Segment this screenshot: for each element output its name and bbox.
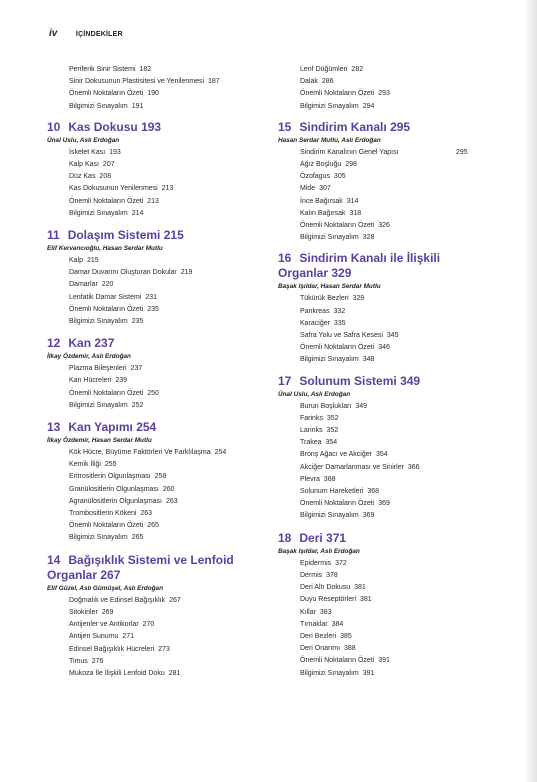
toc-entry[interactable]	[278, 570, 493, 582]
chapter-page: 295	[390, 119, 411, 134]
toc-entry-page: 220	[101, 281, 114, 289]
toc-entry-page: 295	[456, 148, 468, 156]
toc-entry-title: Bilgimizi Sınayalım	[69, 102, 128, 110]
toc-entry-title: Damarlar	[69, 281, 98, 289]
toc-entry-page: 208	[99, 173, 112, 181]
toc-entry[interactable]	[47, 316, 272, 328]
toc-entry-page: 239	[115, 377, 128, 385]
toc-entry-page: 271	[122, 633, 135, 641]
toc-entry[interactable]	[47, 279, 272, 291]
toc-entry[interactable]	[47, 400, 272, 412]
toc-entry-page: 270	[142, 621, 155, 629]
toc-entry-title: Bilgimizi Sınayalım	[69, 401, 128, 409]
chapter-title[interactable]	[47, 120, 272, 135]
toc-entry-title: Dalak	[300, 78, 318, 86]
toc-entry-page: 235	[131, 318, 144, 326]
chapter-name: Bağışıklık Sistemi ve Lenfoid	[68, 552, 234, 567]
toc-entry-page: 213	[161, 185, 174, 193]
page-edge-shadow	[524, 0, 537, 782]
toc-entry[interactable]	[278, 437, 493, 449]
toc-entry-page: 219	[180, 269, 193, 277]
page-title: İÇİNDEKİLER	[75, 31, 123, 38]
toc-entry[interactable]	[278, 196, 493, 208]
toc-entry[interactable]	[47, 101, 272, 113]
toc-entry-title: Düz Kas	[69, 173, 96, 181]
chapter-authors: Başak Işıldar, Aslı Erdoğan	[278, 547, 360, 555]
toc-entry[interactable]	[47, 159, 272, 171]
toc-entry-title: Önemli Noktaların Özeti	[300, 500, 375, 508]
chapter-page: 329	[331, 266, 352, 281]
toc-entry-title: Kemik İliği	[69, 461, 101, 469]
toc-entry[interactable]	[278, 88, 493, 100]
toc-entry-title: Antijen Sunumu	[69, 633, 119, 641]
chapter-authors: İlkay Özdemir, Aslı Erdoğan	[47, 353, 131, 361]
chapter-number: 12	[47, 336, 61, 351]
toc-entry[interactable]	[47, 375, 272, 387]
toc-entry[interactable]	[278, 76, 493, 88]
toc-entry-page: 305	[333, 173, 346, 181]
toc-entry-page: 269	[101, 608, 114, 616]
toc-entry-title: Önemli Noktaların Özeti	[69, 305, 144, 313]
toc-entry-title: Farinks	[300, 414, 323, 422]
toc-entry-title: İskelet Kası	[69, 148, 106, 156]
toc-entry[interactable]	[47, 668, 272, 680]
toc-entry-page: 273	[158, 645, 170, 653]
toc-entry[interactable]	[278, 306, 493, 318]
toc-entry-page: 349	[355, 402, 367, 410]
toc-entry-page: 282	[351, 66, 364, 73]
toc-entry-title: Safra Yolu ve Safra Kesesi	[300, 332, 383, 340]
toc-entry-page: 335	[333, 319, 346, 327]
toc-entry-title: Deri Bezleri	[300, 632, 337, 640]
toc-entry[interactable]	[47, 171, 272, 183]
toc-entry-title: Bilgimizi Sınayalım	[69, 209, 128, 217]
toc-entry-title: Antijenler ve Antikorlar	[69, 621, 139, 629]
chapter-number: 11	[47, 228, 60, 243]
toc-entry-title: Agranülositlerin Olgunlaşması	[69, 497, 162, 505]
toc-entry-title: Kıllar	[300, 608, 316, 616]
toc-entry[interactable]	[278, 208, 493, 220]
chapter-number: 10	[47, 119, 61, 134]
chapter-name: Sindirim Kanalı ile İlişkili	[299, 251, 441, 266]
toc-entry[interactable]	[278, 64, 493, 76]
toc-entry-title: Önemli Noktaların Özeti	[300, 657, 375, 665]
chapter-title[interactable]	[278, 120, 493, 135]
chapter-authors: İlkay Özdemir, Hasan Serdar Mutlu	[47, 437, 152, 445]
toc-entry[interactable]	[47, 644, 272, 656]
toc-entry-page: 213	[147, 197, 159, 205]
toc-entry[interactable]	[278, 147, 493, 159]
toc-entry-title: Bilgimizi Sınayalım	[69, 534, 128, 542]
toc-entry[interactable]	[47, 208, 272, 220]
toc-entry[interactable]	[278, 462, 493, 474]
toc-entry-page: 348	[362, 356, 375, 364]
toc-entry[interactable]	[278, 425, 493, 437]
toc-entry[interactable]	[278, 318, 493, 330]
toc-entry[interactable]	[47, 607, 272, 619]
chapter-authors: Ünal Uslu, Aslı Erdoğan	[278, 390, 351, 398]
toc-entry-page: 276	[91, 657, 104, 665]
toc-entry[interactable]	[47, 471, 272, 483]
toc-entry-title: Bilgimizi Sınayalım	[300, 234, 359, 242]
toc-entry[interactable]	[278, 232, 493, 244]
toc-entry-title: Granülositlerin Olgunlaşması	[69, 485, 159, 493]
toc-entry[interactable]	[278, 183, 493, 195]
chapter-page: 371	[326, 530, 347, 545]
toc-entry[interactable]	[278, 643, 493, 655]
toc-entry-title: Kalın Bağırsak	[300, 209, 346, 217]
chapter-title[interactable]	[47, 228, 272, 243]
toc-entry-page: 214	[131, 209, 144, 217]
toc-entry[interactable]	[47, 459, 272, 471]
toc-entry-title: Sitokinler	[69, 608, 98, 616]
toc-entry-title: Trombositlerin Kökeni	[69, 510, 137, 518]
toc-entry-page: 255	[104, 461, 117, 469]
toc-entry[interactable]	[278, 159, 493, 171]
chapter-number: 17	[278, 373, 292, 388]
toc-entry-page: 383	[319, 608, 332, 616]
toc-entry-title: Sindirim Kanalının Genel Yapısı	[300, 148, 399, 156]
toc-entry-title: Bilgimizi Sınayalım	[69, 318, 128, 326]
toc-entry-page: 182	[139, 66, 152, 73]
toc-entry-page: 286	[321, 78, 334, 86]
toc-entry-title: Deri Altı Dokusu	[300, 584, 351, 592]
toc-entry-title: Lenf Düğümleri	[300, 66, 348, 73]
toc-entry[interactable]	[47, 656, 272, 668]
toc-entry-title: Bilgimizi Sınayalım	[300, 356, 359, 364]
toc-entry-title: Trakea	[300, 439, 322, 447]
toc-entry-title: Bilgimizi Sınayalım	[300, 102, 359, 110]
toc-entry[interactable]	[278, 655, 493, 667]
toc-entry[interactable]	[47, 631, 272, 643]
toc-entry-title: Tükürük Bezleri	[300, 295, 349, 303]
toc-entry-page: 237	[130, 365, 143, 373]
chapter-page: 215	[163, 228, 184, 243]
toc-entry-page: 384	[331, 620, 344, 628]
toc-entry[interactable]	[47, 595, 272, 607]
toc-entry-title: Bilgimizi Sınayalım	[300, 512, 359, 520]
toc-entry[interactable]	[278, 486, 493, 498]
toc-entry[interactable]	[47, 532, 272, 544]
toc-entry-page: 385	[340, 632, 352, 640]
chapter-title[interactable]	[47, 553, 272, 583]
chapter-title[interactable]	[47, 420, 272, 435]
toc-entry[interactable]	[47, 255, 272, 267]
toc-entry-page: 298	[345, 161, 357, 169]
toc-entry-title: Lenfatik Damar Sistemi	[69, 293, 142, 301]
toc-entry-page: 381	[354, 584, 366, 592]
toc-entry-title: Damar Duvarını Oluşturan Dokular	[69, 269, 177, 277]
toc-entry[interactable]	[47, 447, 272, 459]
toc-entry[interactable]	[47, 147, 272, 159]
toc-entry-page: 328	[362, 234, 375, 242]
toc-entry[interactable]	[47, 183, 272, 195]
toc-entry-title: Akciğer Damarlanması ve Sinirler	[300, 463, 404, 471]
chapter-authors: Hasan Serdar Mutlu, Aslı Erdoğan	[278, 136, 381, 144]
toc-entry[interactable]	[278, 668, 493, 680]
toc-entry[interactable]	[278, 171, 493, 183]
toc-entry[interactable]	[278, 449, 493, 461]
toc-entry-page: 193	[109, 148, 121, 156]
toc-entry[interactable]	[47, 363, 272, 375]
toc-entry-title: Bilgimizi Sınayalım	[300, 669, 359, 677]
toc-entry[interactable]	[47, 388, 272, 400]
chapter-authors: Başak Işıldar, Hasan Serdar Mutlu	[278, 283, 381, 291]
toc-entry[interactable]	[278, 293, 493, 305]
toc-entry-title: Edinsel Bağışıklık Hücreleri	[69, 645, 155, 653]
toc-entry-title: Mide	[300, 185, 316, 193]
chapter-title[interactable]	[278, 531, 493, 546]
toc-entry[interactable]	[47, 76, 272, 88]
toc-entry-title: Epidermis	[300, 559, 332, 567]
chapter-authors: Elif Kervancıoğlu, Hasan Serdar Mutlu	[47, 245, 163, 253]
toc-entry-title: Karaciğer	[300, 319, 330, 327]
toc-entry-page: 378	[326, 571, 338, 579]
toc-entry-page: 235	[147, 305, 159, 313]
toc-entry-title: Kan Hücreleri	[69, 377, 112, 385]
toc-entry-title: İnce Bağırsak	[300, 197, 343, 205]
chapter-block	[47, 228, 272, 328]
toc-entry-title: Ağız Boşluğu	[300, 161, 342, 169]
toc-entry-page: 190	[147, 90, 159, 98]
toc-entry-page: 250	[147, 389, 159, 397]
toc-entry-title: Sinir Dokusunun Plastisitesi ve Yenilenmesi	[69, 78, 205, 86]
toc-entry[interactable]	[47, 196, 272, 208]
toc-entry-page: 345	[386, 332, 399, 340]
toc-entry-title: Eritrositlerin Olgunlaşması	[69, 473, 151, 481]
toc-entry-title: Önemli Noktaların Özeti	[300, 90, 375, 98]
toc-entry-title: Önemli Noktaların Özeti	[69, 90, 144, 98]
toc-entry[interactable]	[278, 330, 493, 342]
toc-entry[interactable]	[47, 304, 272, 316]
toc-entry-page: 318	[349, 209, 362, 217]
toc-entry-page: 354	[375, 451, 388, 459]
toc-entry-page: 215	[86, 257, 99, 265]
chapter-name: Solunum Sistemi	[299, 373, 397, 388]
chapter-authors: Elif Güzel, Aslı Gümüşel, Aslı Erdoğan	[47, 584, 163, 592]
toc-entry[interactable]	[278, 619, 493, 631]
toc-entry-page: 314	[346, 197, 359, 205]
toc-entry-page: 265	[131, 534, 144, 542]
toc-entry-page: 263	[165, 497, 178, 505]
toc-entry-page: 293	[378, 90, 390, 98]
toc-entry-page: 307	[319, 185, 331, 193]
toc-entry-page: 369	[362, 512, 375, 520]
toc-entry[interactable]	[278, 101, 493, 113]
chapter-block	[278, 374, 493, 523]
toc-entry-title: Önemli Noktaların Özeti	[69, 522, 144, 530]
toc-entry-title: Önemli Noktaların Özeti	[300, 344, 375, 352]
chapter-name: Sindirim Kanalı	[299, 119, 387, 134]
toc-entry-title: Duyu Reseptörleri	[300, 596, 357, 604]
toc-entry[interactable]	[278, 413, 493, 425]
toc-entry-title: Larinks	[300, 427, 323, 435]
chapter-name: Kan Yapımı	[68, 420, 133, 435]
toc-entry[interactable]	[278, 342, 493, 354]
toc-entry-title: Periferik Sinir Sistemi	[69, 66, 136, 73]
toc-entry-page: 352	[326, 414, 339, 422]
chapter-number: 14	[47, 552, 61, 567]
toc-entry-title: Plazma Bileşenleri	[69, 365, 127, 373]
page-header	[49, 28, 123, 39]
toc-entry-page: 352	[326, 427, 339, 435]
toc-entry-page: 369	[378, 500, 390, 508]
chapter-block	[47, 120, 272, 220]
toc-entry[interactable]	[47, 267, 272, 279]
toc-entry-title: Kalp Kası	[69, 161, 99, 169]
toc-entry-title: Pankreas	[300, 307, 330, 315]
toc-entry-title: Önemli Noktaların Özeti	[300, 222, 375, 230]
chapter-name: Deri	[299, 530, 323, 545]
toc-entry-page: 354	[325, 439, 338, 447]
toc-entry-page: 388	[344, 645, 356, 653]
toc-entry-title: Kalp	[69, 257, 84, 265]
chapter-name: Dolaşım Sistemi	[67, 228, 161, 243]
toc-entry[interactable]	[47, 64, 272, 76]
chapter-name-line2: Organlar	[47, 567, 98, 582]
toc-entry-page: 391	[362, 669, 375, 677]
toc-entry-title: Burun Boşlukları	[300, 402, 352, 410]
toc-entry-title: Timus	[69, 657, 88, 665]
toc-entry-title: Kas Dokusunun Yenilenmesi	[69, 185, 158, 193]
chapter-page: 237	[94, 336, 115, 351]
toc-entry-title: Bronş Ağacı ve Akciğer	[300, 451, 372, 459]
toc-entry-page: 265	[147, 522, 159, 530]
toc-entry-title: Mukoza İle İlişkili Lenfoid Doku	[69, 669, 165, 677]
toc-entry-title: Kök Hücre, Büyüme Faktörleri Ve Farklılaşma	[69, 449, 211, 457]
toc-entry[interactable]	[47, 292, 272, 304]
toc-entry-title: Solunum Hareketleri	[300, 488, 364, 496]
toc-entry[interactable]	[278, 220, 493, 232]
toc-entry-page: 281	[168, 669, 181, 677]
chapter-page: 254	[136, 420, 157, 435]
chapter-number: 13	[47, 420, 61, 435]
toc-entry-page: 381	[359, 596, 372, 604]
toc-entry[interactable]	[278, 510, 493, 522]
toc-entry-page: 252	[131, 401, 144, 409]
page-number: iv	[49, 28, 58, 39]
toc-entry[interactable]	[278, 607, 493, 619]
chapter-number: 15	[278, 119, 292, 134]
toc-entry-page: 263	[140, 510, 153, 518]
chapter-block	[47, 420, 272, 545]
chapter-block	[278, 251, 493, 366]
toc-entry[interactable]	[278, 558, 493, 570]
toc-entry[interactable]	[47, 619, 272, 631]
chapter-name-line2: Organlar	[278, 266, 329, 281]
chapter-name: Kan	[68, 336, 92, 351]
toc-entry-page: 187	[207, 78, 220, 86]
toc-entry[interactable]	[278, 631, 493, 643]
chapter-title[interactable]	[278, 374, 493, 389]
toc-entry[interactable]	[47, 520, 272, 532]
toc-entry-title: Dermis	[300, 571, 323, 579]
toc-entry-title: Tırnaklar	[300, 620, 328, 628]
chapter-number: 16	[278, 251, 292, 266]
toc-entry-page: 332	[333, 307, 346, 315]
toc-entry-page: 366	[407, 463, 420, 471]
chapter-page: 349	[400, 373, 421, 388]
toc-entry-title: Doğmalık ve Edinsel Bağışıklık	[69, 596, 166, 604]
toc-entry[interactable]	[47, 88, 272, 100]
toc-entry[interactable]	[278, 401, 493, 413]
toc-entry-title: Deri Onarımı	[300, 645, 341, 653]
toc-entry[interactable]	[278, 582, 493, 594]
toc-entry[interactable]	[47, 508, 272, 520]
chapter-name: Kas Dokusu	[68, 119, 138, 134]
toc-entry-page: 346	[378, 344, 390, 352]
toc-entry-title: Özofagus	[300, 173, 330, 181]
chapter-block	[278, 120, 493, 245]
chapter-number: 18	[278, 530, 292, 545]
chapter-page: 193	[141, 119, 162, 134]
toc-entry-page: 207	[102, 161, 115, 169]
chapter-authors: Ünal Uslu, Aslı Erdoğan	[47, 136, 120, 144]
toc-entry-page: 267	[169, 596, 181, 604]
toc-left-column	[47, 64, 272, 680]
toc-entry[interactable]	[278, 498, 493, 510]
toc-entry-page: 231	[145, 293, 157, 301]
toc-entry-page: 368	[367, 488, 380, 496]
toc-entry[interactable]	[47, 484, 272, 496]
toc-entry-page: 368	[323, 475, 336, 483]
chapter-title[interactable]	[47, 336, 272, 351]
toc-entry-page: 260	[162, 485, 175, 493]
toc-entry-page: 294	[362, 102, 375, 110]
toc-entry-title: Önemli Noktaların Özeti	[69, 389, 144, 397]
toc-entry-page: 258	[154, 473, 167, 481]
toc-entry-page: 326	[378, 222, 390, 230]
toc-entry-page: 372	[335, 559, 347, 567]
toc-entry[interactable]	[47, 496, 272, 508]
toc-entry[interactable]	[278, 594, 493, 606]
chapter-page: 267	[100, 567, 121, 582]
toc-entry-title: Önemli Noktaların Özeti	[69, 197, 144, 205]
chapter-block	[278, 531, 493, 680]
toc-entry[interactable]	[278, 474, 493, 486]
toc-entry-page: 391	[378, 657, 390, 665]
toc-entry-title: Plevra	[300, 475, 320, 483]
toc-entry[interactable]	[278, 354, 493, 366]
toc-right-column	[278, 64, 493, 680]
toc-entry-page: 329	[352, 295, 365, 303]
chapter-block	[47, 553, 272, 680]
chapter-title[interactable]	[278, 251, 493, 281]
chapter-block	[47, 336, 272, 412]
toc-entry-page: 254	[214, 449, 227, 457]
toc-entry-page: 191	[131, 102, 144, 110]
